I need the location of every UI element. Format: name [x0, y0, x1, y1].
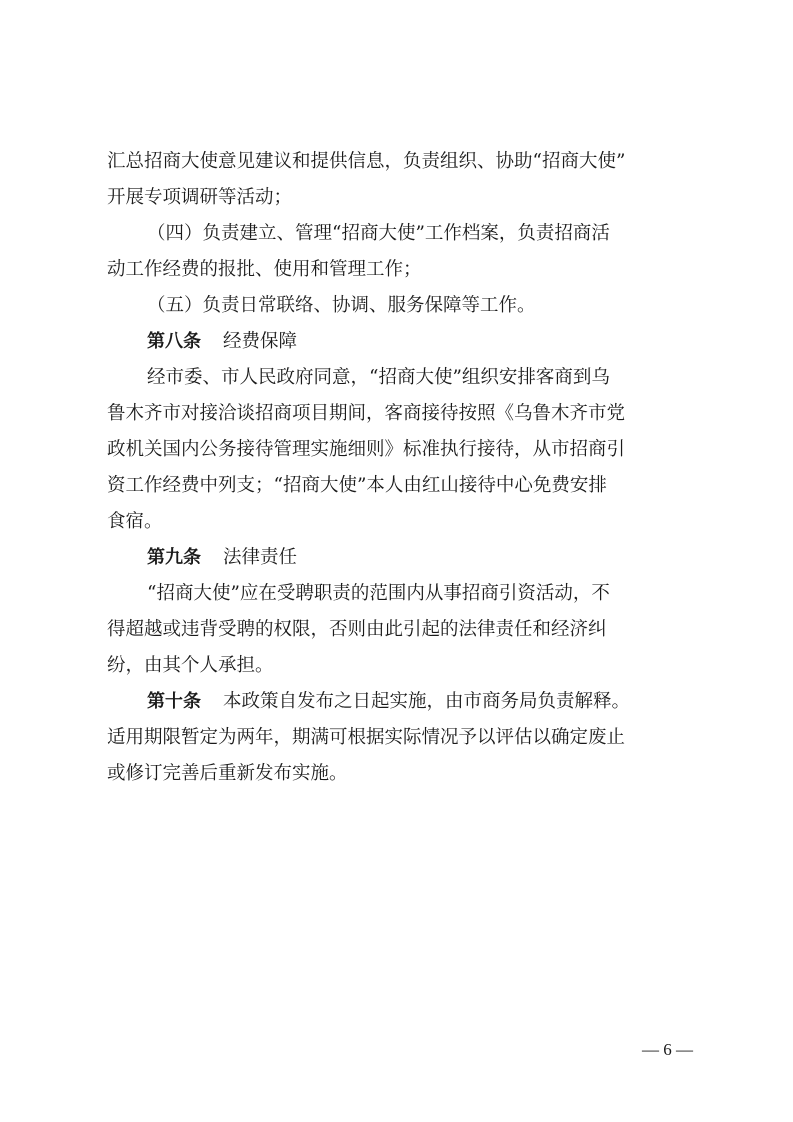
body-line: 开展专项调研等活动；: [107, 187, 293, 208]
article-title: 经费保障: [223, 331, 298, 352]
body-line: 汇总招商大使意见建议和提供信息，负责组织、协助“招商大使”: [107, 151, 626, 172]
article-number: 第九条: [147, 547, 201, 568]
body-line: 政机关国内公务接待管理实施细则》标准执行接待，从市招商引: [107, 439, 626, 460]
article-title: 法律责任: [223, 547, 298, 568]
article-heading-eight: [107, 324, 693, 360]
body-line: 鲁木齐市对接洽谈招商项目期间，客商接待按照《乌鲁木齐市党: [107, 403, 626, 424]
body-line: （四）负责建立、管理“招商大使”工作档案，负责招商活: [147, 223, 610, 244]
document-body: [107, 144, 693, 792]
body-line: 资工作经费中列支；“招商大使”本人由红山接待中心免费安排: [107, 475, 607, 496]
body-line: “招商大使”应在受聘职责的范围内从事招商引资活动，不: [147, 583, 610, 604]
article-number: 第十条: [147, 691, 201, 712]
body-line: 得超越或违背受聘的权限，否则由此引起的法律责任和经济纠: [107, 619, 607, 640]
article-text: 本政策自发布之日起实施，由市商务局负责解释。: [223, 691, 631, 712]
body-line: 或修订完善后重新发布实施。: [107, 763, 348, 784]
article-number: 第八条: [147, 331, 201, 352]
body-line: 经市委、市人民政府同意，“招商大使”组织安排客商到乌: [147, 367, 610, 388]
body-line: 适用期限暂定为两年，期满可根据实际情况予以评估以确定废止: [107, 727, 626, 748]
body-line: （五）负责日常联络、协调、服务保障等工作。: [147, 295, 536, 316]
body-line: 动工作经费的报批、使用和管理工作；: [107, 259, 422, 280]
body-line: 纷，由其个人承担。: [107, 655, 274, 676]
article-heading-nine: [107, 540, 693, 576]
body-line: 食宿。: [107, 511, 163, 532]
page-number: — 6 —: [642, 1040, 693, 1059]
article-heading-ten: [107, 684, 693, 720]
